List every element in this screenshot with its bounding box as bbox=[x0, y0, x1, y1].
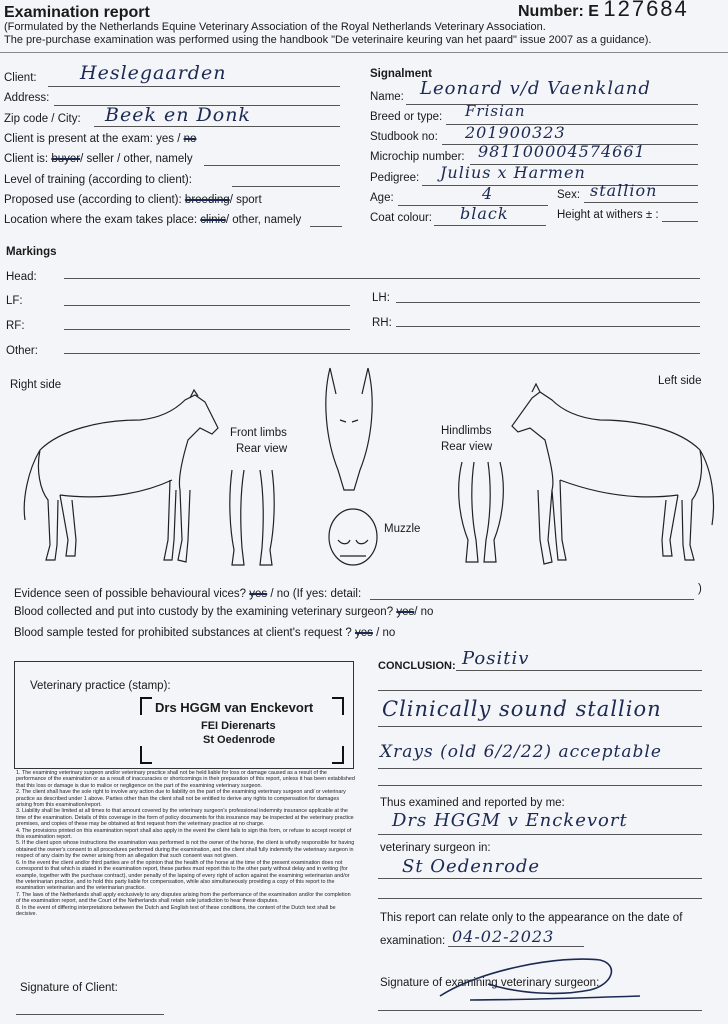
studbook-value: 201900323 bbox=[465, 123, 566, 142]
address-label: Address: bbox=[4, 92, 50, 104]
coat-value: black bbox=[460, 204, 509, 223]
name-label: Name: bbox=[370, 91, 404, 103]
surgeon-in-value: St Oedenrode bbox=[402, 856, 541, 877]
pedigree-label: Pedigree: bbox=[370, 172, 420, 184]
breed-value: Frisian bbox=[465, 102, 526, 120]
behaviour-q-rest: / no (If yes: detail: bbox=[270, 588, 362, 600]
blood-test-yes: yes bbox=[355, 627, 373, 639]
legal-clause: 3. Liability shall be limited at all times to that amount covered by the veterinary surgeon's professional indemnity insurance applicable at the time of the examination. Details of this coverage in the form of policy documents for this insurance may be inspected at the veterinary practice premises, and copies of these may be obtained at first request from the veterinary practice at no charge. bbox=[16, 808, 354, 828]
subtitle-line2: The pre-purchase examination was performed using the handbook "De veterinaire keuring van het paard" issue 2007 as a guidance). bbox=[4, 34, 652, 46]
signalment-heading: Signalment bbox=[370, 68, 432, 80]
front-limbs-label: Front limbs bbox=[230, 427, 287, 439]
muzzle-label: Muzzle bbox=[384, 523, 421, 535]
sex-label: Sex: bbox=[557, 189, 581, 201]
client-label: Client: bbox=[4, 72, 37, 84]
location-label: Location where the exam takes place: bbox=[4, 214, 198, 226]
blood-custody-yes: yes bbox=[396, 606, 415, 618]
blood-test-rest: / no bbox=[376, 627, 396, 639]
signature-client-line bbox=[16, 1014, 164, 1015]
blood-custody-rest: / no bbox=[414, 606, 434, 618]
breed-label: Breed or type: bbox=[370, 111, 443, 123]
legal-clause: 5. If the client upon whose instructions the examination was performed is not the owner of the horse, the client is wholly responsible for having obtained the owner's consent to all procedures performed during the examination, and the client shall fully indemnify the veterinary surgeon in respect of any claim by the owner arising from an allegation that such consent was not given. bbox=[16, 840, 355, 860]
age-value: 4 bbox=[482, 184, 494, 203]
conclusion-value2: Clinically sound stallion bbox=[382, 697, 662, 721]
report-disclaimer: This report can relate only to the appearance on the date of bbox=[380, 912, 683, 924]
conclusion-value1: Positiv bbox=[462, 648, 530, 669]
markings-rh-label: RH: bbox=[372, 317, 392, 329]
conclusion-label: CONCLUSION: bbox=[378, 660, 456, 672]
zip-label: Zip code / City: bbox=[4, 113, 81, 125]
blood-test-label: Blood sample tested for prohibited substances at client's request ? bbox=[14, 627, 352, 639]
age-label: Age: bbox=[370, 192, 394, 204]
legal-clause: 8. In the event of differing interpretations between the Dutch and English text of these conditions, the content of the Dutch text shall be decisive. bbox=[16, 904, 336, 917]
examined-by-label: Thus examined and reported by me: bbox=[380, 797, 565, 809]
pedigree-value: Julius x Harmen bbox=[440, 163, 586, 182]
hind-rear-view-label: Rear view bbox=[441, 441, 493, 453]
present-label: Client is present at the exam: yes / bbox=[4, 133, 181, 145]
location-clinic: clinic bbox=[200, 214, 226, 226]
blood-custody-label: Blood collected and put into custody by the examining veterinary surgeon? bbox=[14, 606, 394, 618]
client-value: Heslegaarden bbox=[80, 62, 227, 84]
exam-date-label: examination: bbox=[380, 935, 446, 947]
markings-lf-label: LF: bbox=[6, 295, 23, 307]
surgeon-in-label: veterinary surgeon in: bbox=[380, 842, 491, 854]
hindlimbs-label: Hindlimbs bbox=[441, 425, 492, 437]
present-no: no bbox=[183, 133, 197, 145]
legal-clause: 1. The examining veterinary surgeon and/or veterinary practice shall not be held liable for loss or damage caused as a result of the performance of the examination or as a result of inaccuracies or shortcomings in their preparation of this report, unless it has been established that this loss or damage is due to malice or negligence on the part of the examining veterinary surgeon. bbox=[16, 770, 355, 789]
stamp-label: Veterinary practice (stamp): bbox=[30, 680, 171, 692]
behaviour-q-label: Evidence seen of possible behavioural vices? bbox=[14, 588, 247, 600]
signature-vet-label: Signature of examining veterinary surgeon: bbox=[380, 977, 600, 989]
stamp-line3: St Oedenrode bbox=[203, 734, 276, 746]
stamp-line2: FEI Dierenarts bbox=[201, 720, 276, 732]
sex-value: stallion bbox=[590, 181, 658, 200]
legal-clause: 7. The laws of the Netherlands shall apply exclusively to any disputes arising from the performance of the examination and/or the completion of the examination report, and the Court of the Netherlands shall retain sole jurisdiction to hear these disputes. bbox=[16, 891, 351, 905]
use-rest: / sport bbox=[229, 194, 262, 206]
report-number-value: 127684 bbox=[603, 0, 689, 21]
use-breeding: breeding bbox=[184, 194, 230, 206]
exam-date-value: 04-02-2023 bbox=[452, 927, 555, 946]
markings-other-label: Other: bbox=[6, 345, 38, 357]
legal-clause: 2. The client shall have the sole right to involve any action due to liability on the part of the examining veterinary surgeon and/ or veterinary practice as described under 1 above. Parties other than the client shall not be entitled to derive any rights to compensation for damages arising from this examination/report. bbox=[16, 789, 346, 809]
microchip-value: 981100004574661 bbox=[478, 142, 646, 161]
behaviour-detail-close: ) bbox=[698, 583, 702, 595]
behaviour-q-yes: yes bbox=[249, 588, 268, 600]
examined-by-value: Drs HGGM v Enckevort bbox=[392, 810, 628, 831]
role-rest: / seller / other, namely bbox=[80, 153, 193, 165]
markings-rf-label: RF: bbox=[6, 320, 25, 332]
subtitle-line1: (Formulated by the Netherlands Equine Veterinary Association of the Royal Netherlands Veterinary Association. bbox=[4, 21, 546, 33]
role-buyer: buyer bbox=[51, 153, 81, 165]
microchip-label: Microchip number: bbox=[370, 151, 465, 163]
report-title: Examination report bbox=[4, 4, 150, 21]
location-rest: / other, namely bbox=[225, 214, 302, 226]
height-label: Height at withers ± : bbox=[557, 209, 659, 221]
studbook-label: Studbook no: bbox=[370, 131, 438, 143]
markings-head-label: Head: bbox=[6, 271, 37, 283]
name-value: Leonard v/d Vaenkland bbox=[420, 78, 651, 99]
signature-client-label: Signature of Client: bbox=[20, 982, 118, 994]
stamp-line1: Drs HGGM van Enckevort bbox=[155, 700, 314, 715]
markings-lh-label: LH: bbox=[372, 292, 390, 304]
conclusion-value3: Xrays (old 6/2/22) acceptable bbox=[380, 742, 662, 762]
right-side-label: Right side bbox=[10, 379, 62, 391]
training-label: Level of training (according to client): bbox=[4, 174, 192, 186]
markings-heading: Markings bbox=[6, 246, 57, 258]
legal-clause: 4. The provisions printed on this examination report shall also apply in the event the client fails to sign this form, or refuse to accept receipt of this examination report. bbox=[16, 827, 352, 841]
legal-clause: 6. In the event the client and/or third parties are of the opinion that the health of the horse at the time of the present examination does not correspond to that which is stated in the examination report, these parties must report this to the other party without delay and in writing (for example, together with the purchase contract), under penalty of the lapsing of every right of action against the examining veterinarian and/or the veterinarian practice, and to hold this party liable for compensation, while also simultaneously providing a copy of this report to the examination veterinarian and the veterinarian practice. bbox=[16, 859, 350, 892]
zip-value: Beek en Donk bbox=[105, 104, 251, 126]
report-number-label: Number: E bbox=[518, 3, 599, 20]
use-label: Proposed use (according to client): bbox=[4, 194, 182, 206]
left-side-label: Left side bbox=[658, 375, 702, 387]
role-label: Client is: bbox=[4, 153, 49, 165]
coat-label: Coat colour: bbox=[370, 212, 433, 224]
front-rear-view-label: Rear view bbox=[236, 443, 288, 455]
